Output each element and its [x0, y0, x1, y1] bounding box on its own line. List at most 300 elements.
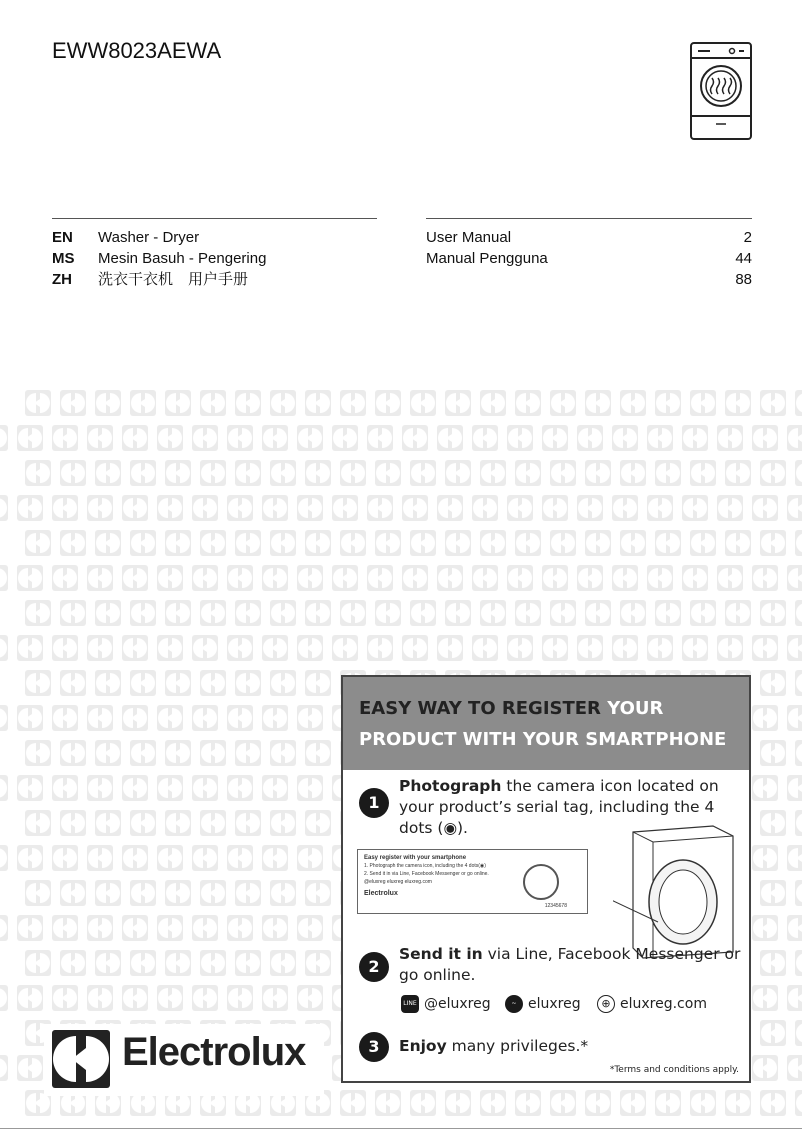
pattern-logo-tile: [655, 390, 681, 416]
pattern-logo-tile: [262, 705, 288, 731]
pattern-logo-tile: [445, 460, 471, 486]
pattern-logo-tile: [402, 565, 428, 591]
pattern-logo-tile: [760, 1090, 786, 1116]
pattern-logo-tile: [690, 600, 716, 626]
lang-code-zh: ZH: [52, 271, 72, 288]
pattern-logo-tile: [332, 565, 358, 591]
pattern-logo-tile: [340, 390, 366, 416]
pattern-logo-tile: [402, 495, 428, 521]
pattern-logo-tile: [52, 845, 78, 871]
pattern-logo-tile: [437, 495, 463, 521]
pattern-logo-tile: [130, 670, 156, 696]
pattern-logo-tile: [612, 565, 638, 591]
pattern-logo-tile: [17, 565, 43, 591]
pattern-logo-tile: [577, 425, 603, 451]
card-serial: 12345678: [544, 903, 567, 909]
pattern-logo-tile: [760, 740, 786, 766]
pattern-logo-tile: [262, 565, 288, 591]
pattern-logo-tile: [122, 565, 148, 591]
page-number-zh: 88: [735, 271, 752, 288]
product-name-en: Washer - Dryer: [98, 229, 200, 246]
pattern-logo-tile: [95, 880, 121, 906]
pattern-logo-tile: [0, 775, 8, 801]
pattern-logo-tile: [585, 530, 611, 556]
pattern-logo-tile: [130, 600, 156, 626]
step-2-bold: Send it in: [399, 945, 483, 963]
pattern-logo-tile: [297, 565, 323, 591]
pattern-logo-tile: [612, 425, 638, 451]
pattern-logo-tile: [480, 1090, 506, 1116]
pattern-logo-tile: [52, 985, 78, 1011]
pattern-logo-tile: [270, 390, 296, 416]
pattern-logo-tile: [752, 705, 778, 731]
pattern-logo-tile: [227, 985, 253, 1011]
globe-icon: ⊕: [597, 995, 615, 1013]
pattern-logo-tile: [787, 425, 802, 451]
pattern-logo-tile: [25, 950, 51, 976]
card-line-2: 2. Send it in via Line, Facebook Messenger or go online.: [364, 871, 489, 877]
pattern-logo-tile: [682, 635, 708, 661]
pattern-logo-tile: [25, 810, 51, 836]
pattern-logo-tile: [227, 705, 253, 731]
pattern-logo-tile: [227, 775, 253, 801]
pattern-logo-tile: [157, 425, 183, 451]
pattern-logo-tile: [157, 985, 183, 1011]
pattern-logo-tile: [760, 530, 786, 556]
pattern-logo-tile: [262, 915, 288, 941]
pattern-logo-tile: [270, 880, 296, 906]
pattern-logo-tile: [550, 530, 576, 556]
pattern-logo-tile: [375, 390, 401, 416]
pattern-logo-tile: [87, 635, 113, 661]
pattern-logo-tile: [87, 845, 113, 871]
pattern-logo-tile: [165, 810, 191, 836]
pattern-logo-tile: [297, 775, 323, 801]
pattern-logo-tile: [445, 1090, 471, 1116]
step-3-bold: Enjoy: [399, 1037, 447, 1055]
pattern-logo-tile: [0, 845, 8, 871]
registration-header: [343, 677, 749, 770]
pattern-logo-tile: [165, 880, 191, 906]
pattern-logo-tile: [297, 705, 323, 731]
pattern-logo-tile: [367, 425, 393, 451]
header-light-text-2: PRODUCT WITH YOUR SMARTPHONE: [359, 729, 727, 750]
lang-code-ms: MS: [52, 250, 75, 267]
pattern-logo-tile: [235, 390, 261, 416]
pattern-logo-tile: [577, 565, 603, 591]
divider-right: [426, 218, 752, 219]
pattern-logo-tile: [410, 390, 436, 416]
pattern-logo-tile: [0, 705, 8, 731]
social-messenger[interactable]: [505, 995, 581, 1013]
pattern-logo-tile: [297, 985, 323, 1011]
pattern-logo-tile: [122, 705, 148, 731]
pattern-logo-tile: [585, 390, 611, 416]
pattern-logo-tile: [262, 845, 288, 871]
bottom-rule: [0, 1128, 802, 1129]
serial-tag-card: [357, 849, 588, 914]
pattern-logo-tile: [192, 635, 218, 661]
pattern-logo-tile: [375, 1090, 401, 1116]
website-link: eluxreg.com: [620, 996, 707, 1012]
pattern-logo-tile: [25, 600, 51, 626]
pattern-logo-tile: [95, 950, 121, 976]
pattern-logo-tile: [760, 1020, 786, 1046]
pattern-logo-tile: [60, 880, 86, 906]
pattern-logo-tile: [690, 460, 716, 486]
pattern-logo-tile: [95, 670, 121, 696]
pattern-logo-tile: [305, 670, 331, 696]
pattern-logo-tile: [550, 1090, 576, 1116]
pattern-logo-tile: [472, 495, 498, 521]
pattern-logo-tile: [507, 495, 533, 521]
step-1-number: 1: [359, 788, 389, 818]
pattern-logo-tile: [612, 635, 638, 661]
pattern-logo-tile: [87, 915, 113, 941]
pattern-logo-tile: [270, 460, 296, 486]
pattern-logo-tile: [270, 530, 296, 556]
pattern-logo-tile: [0, 635, 8, 661]
pattern-logo-tile: [17, 845, 43, 871]
product-name-zh: 洗衣干衣机 用户手册: [98, 271, 249, 288]
pattern-logo-tile: [515, 390, 541, 416]
pattern-logo-tile: [95, 530, 121, 556]
pattern-logo-tile: [200, 530, 226, 556]
pattern-logo-tile: [122, 845, 148, 871]
pattern-logo-tile: [480, 530, 506, 556]
pattern-logo-tile: [542, 565, 568, 591]
social-line[interactable]: [401, 995, 491, 1013]
pattern-logo-tile: [200, 950, 226, 976]
header-light-text-1: YOUR: [607, 698, 664, 719]
pattern-logo-tile: [165, 600, 191, 626]
pattern-logo-tile: [472, 635, 498, 661]
messenger-icon: ~: [505, 995, 523, 1013]
pattern-logo-tile: [655, 600, 681, 626]
pattern-logo-tile: [17, 775, 43, 801]
pattern-logo-tile: [235, 530, 261, 556]
pattern-logo-tile: [410, 600, 436, 626]
card-title: Easy register with your smartphone: [364, 855, 467, 861]
pattern-logo-tile: [192, 915, 218, 941]
pattern-logo-tile: [752, 425, 778, 451]
pattern-logo-tile: [165, 670, 191, 696]
pattern-logo-tile: [95, 600, 121, 626]
pattern-logo-tile: [227, 495, 253, 521]
pattern-logo-tile: [270, 670, 296, 696]
pattern-logo-tile: [472, 565, 498, 591]
pattern-logo-tile: [507, 635, 533, 661]
pattern-logo-tile: [795, 740, 802, 766]
pattern-logo-tile: [480, 600, 506, 626]
pattern-logo-tile: [87, 705, 113, 731]
pattern-logo-tile: [270, 810, 296, 836]
pattern-logo-tile: [620, 460, 646, 486]
pattern-logo-tile: [717, 565, 743, 591]
pattern-logo-tile: [87, 495, 113, 521]
social-website[interactable]: [597, 995, 707, 1013]
pattern-logo-tile: [227, 915, 253, 941]
pattern-logo-tile: [542, 425, 568, 451]
pattern-logo-tile: [60, 810, 86, 836]
pattern-logo-tile: [95, 810, 121, 836]
pattern-logo-tile: [227, 425, 253, 451]
pattern-logo-tile: [192, 845, 218, 871]
pattern-logo-tile: [725, 390, 751, 416]
pattern-logo-tile: [130, 950, 156, 976]
pattern-logo-tile: [122, 775, 148, 801]
pattern-logo-tile: [437, 635, 463, 661]
pattern-logo-tile: [95, 390, 121, 416]
messenger-handle: eluxreg: [528, 996, 581, 1012]
pattern-logo-tile: [165, 390, 191, 416]
pattern-logo-tile: [752, 775, 778, 801]
pattern-logo-tile: [192, 565, 218, 591]
pattern-logo-tile: [550, 600, 576, 626]
pattern-logo-tile: [620, 600, 646, 626]
pattern-logo-tile: [437, 565, 463, 591]
pattern-logo-tile: [235, 740, 261, 766]
pattern-logo-tile: [122, 425, 148, 451]
step-2-text: [399, 944, 744, 986]
manual-name-en[interactable]: User Manual: [426, 229, 512, 246]
pattern-logo-tile: [305, 390, 331, 416]
product-name-ms: Mesin Basuh - Pengering: [98, 250, 267, 267]
pattern-logo-tile: [585, 600, 611, 626]
pattern-logo-tile: [270, 740, 296, 766]
page-number-en: 2: [743, 229, 752, 246]
pattern-logo-tile: [760, 810, 786, 836]
pattern-logo-tile: [192, 425, 218, 451]
pattern-logo-tile: [52, 495, 78, 521]
pattern-logo-tile: [192, 705, 218, 731]
pattern-logo-tile: [620, 390, 646, 416]
pattern-logo-tile: [157, 775, 183, 801]
pattern-logo-tile: [235, 810, 261, 836]
card-social: @eluxreg eluxreg eluxreg.com: [364, 879, 432, 885]
pattern-logo-tile: [542, 495, 568, 521]
washer-dryer-icon: [690, 42, 752, 140]
pattern-logo-tile: [130, 810, 156, 836]
camera-icon: [523, 864, 559, 900]
pattern-logo-tile: [752, 565, 778, 591]
pattern-logo-tile: [305, 600, 331, 626]
pattern-logo-tile: [507, 565, 533, 591]
pattern-logo-tile: [760, 390, 786, 416]
pattern-logo-tile: [760, 880, 786, 906]
pattern-logo-tile: [690, 390, 716, 416]
pattern-logo-tile: [795, 1090, 802, 1116]
pattern-logo-tile: [550, 390, 576, 416]
pattern-logo-tile: [95, 460, 121, 486]
brand-name: Electrolux: [122, 1030, 306, 1074]
pattern-logo-tile: [472, 425, 498, 451]
pattern-logo-tile: [262, 495, 288, 521]
pattern-logo-tile: [17, 705, 43, 731]
pattern-logo-tile: [60, 670, 86, 696]
pattern-logo-tile: [165, 460, 191, 486]
pattern-logo-tile: [787, 845, 802, 871]
card-line-1: 1. Photograph the camera icon, including the 4 dots(◉): [364, 863, 486, 869]
pattern-logo-tile: [297, 495, 323, 521]
pattern-logo-tile: [157, 635, 183, 661]
pattern-logo-tile: [262, 635, 288, 661]
pattern-logo-tile: [297, 915, 323, 941]
pattern-logo-tile: [262, 775, 288, 801]
pattern-logo-tile: [262, 985, 288, 1011]
pattern-logo-tile: [787, 775, 802, 801]
pattern-logo-tile: [480, 460, 506, 486]
pattern-logo-tile: [60, 950, 86, 976]
pattern-logo-tile: [305, 460, 331, 486]
step-3-number: 3: [359, 1032, 389, 1062]
pattern-logo-tile: [787, 635, 802, 661]
pattern-logo-tile: [612, 495, 638, 521]
pattern-logo-tile: [655, 460, 681, 486]
step-3-rest: many privileges.*: [446, 1037, 589, 1055]
pattern-logo-tile: [262, 425, 288, 451]
pattern-logo-tile: [0, 495, 8, 521]
pattern-logo-tile: [795, 460, 802, 486]
pattern-logo-tile: [647, 565, 673, 591]
pattern-logo-tile: [620, 1090, 646, 1116]
pattern-logo-tile: [480, 390, 506, 416]
pattern-logo-tile: [437, 425, 463, 451]
pattern-logo-tile: [305, 950, 331, 976]
pattern-logo-tile: [585, 460, 611, 486]
pattern-logo-tile: [787, 705, 802, 731]
pattern-logo-tile: [130, 390, 156, 416]
pattern-logo-tile: [227, 635, 253, 661]
pattern-logo-tile: [192, 495, 218, 521]
pattern-logo-tile: [402, 425, 428, 451]
pattern-logo-tile: [340, 1090, 366, 1116]
pattern-logo-tile: [0, 985, 8, 1011]
pattern-logo-tile: [682, 565, 708, 591]
pattern-logo-tile: [25, 390, 51, 416]
pattern-logo-tile: [725, 1090, 751, 1116]
pattern-logo-tile: [297, 635, 323, 661]
pattern-logo-tile: [717, 635, 743, 661]
pattern-logo-tile: [647, 635, 673, 661]
pattern-logo-tile: [655, 530, 681, 556]
pattern-logo-tile: [0, 1055, 8, 1081]
pattern-logo-tile: [515, 1090, 541, 1116]
pattern-logo-tile: [787, 985, 802, 1011]
pattern-logo-tile: [157, 705, 183, 731]
pattern-logo-tile: [270, 600, 296, 626]
step-1-bold: Photograph: [399, 777, 502, 795]
pattern-logo-tile: [795, 600, 802, 626]
pattern-logo-tile: [200, 670, 226, 696]
pattern-logo-tile: [157, 495, 183, 521]
pattern-logo-tile: [795, 390, 802, 416]
registration-panel: [341, 675, 751, 1083]
pattern-logo-tile: [795, 670, 802, 696]
pattern-logo-tile: [752, 495, 778, 521]
pattern-logo-tile: [122, 915, 148, 941]
pattern-logo-tile: [52, 915, 78, 941]
pattern-logo-tile: [165, 530, 191, 556]
pattern-logo-tile: [305, 880, 331, 906]
pattern-logo-tile: [0, 915, 8, 941]
pattern-logo-tile: [87, 775, 113, 801]
lang-code-en: EN: [52, 229, 73, 246]
pattern-logo-tile: [52, 705, 78, 731]
pattern-logo-tile: [17, 915, 43, 941]
pattern-logo-tile: [760, 950, 786, 976]
pattern-logo-tile: [305, 530, 331, 556]
pattern-logo-tile: [367, 495, 393, 521]
pattern-logo-tile: [795, 950, 802, 976]
pattern-logo-tile: [17, 985, 43, 1011]
pattern-logo-tile: [17, 635, 43, 661]
pattern-logo-tile: [52, 565, 78, 591]
pattern-logo-tile: [235, 670, 261, 696]
pattern-logo-tile: [130, 530, 156, 556]
pattern-logo-tile: [717, 495, 743, 521]
pattern-logo-tile: [122, 495, 148, 521]
pattern-logo-tile: [332, 495, 358, 521]
line-icon: LINE: [401, 995, 419, 1013]
pattern-logo-tile: [787, 1055, 802, 1081]
pattern-logo-tile: [795, 530, 802, 556]
pattern-logo-tile: [60, 600, 86, 626]
pattern-logo-tile: [305, 810, 331, 836]
divider-left: [52, 218, 377, 219]
pattern-logo-tile: [515, 460, 541, 486]
page-number-ms: 44: [735, 250, 752, 267]
pattern-logo-tile: [375, 460, 401, 486]
pattern-logo-tile: [130, 460, 156, 486]
pattern-logo-tile: [235, 460, 261, 486]
pattern-logo-tile: [235, 600, 261, 626]
step-2-rest: via Line, Facebook Messenger or go online.: [399, 945, 741, 984]
pattern-logo-tile: [445, 390, 471, 416]
pattern-logo-tile: [647, 425, 673, 451]
pattern-logo-tile: [787, 565, 802, 591]
pattern-logo-tile: [227, 845, 253, 871]
pattern-logo-tile: [507, 425, 533, 451]
pattern-logo-tile: [17, 1055, 43, 1081]
pattern-logo-tile: [235, 880, 261, 906]
step-1-rest: the camera icon located on your product’s serial tag, including the 4 dots (◉).: [399, 777, 719, 837]
pattern-logo-tile: [550, 460, 576, 486]
pattern-logo-tile: [332, 635, 358, 661]
pattern-logo-tile: [542, 635, 568, 661]
pattern-logo-tile: [752, 635, 778, 661]
pattern-logo-tile: [200, 600, 226, 626]
pattern-logo-tile: [87, 425, 113, 451]
pattern-logo-tile: [200, 880, 226, 906]
pattern-logo-tile: [682, 425, 708, 451]
pattern-logo-tile: [157, 915, 183, 941]
pattern-logo-tile: [402, 635, 428, 661]
pattern-logo-tile: [725, 530, 751, 556]
pattern-logo-tile: [130, 740, 156, 766]
pattern-logo-tile: [752, 1055, 778, 1081]
pattern-logo-tile: [752, 985, 778, 1011]
pattern-logo-tile: [620, 530, 646, 556]
pattern-logo-tile: [410, 1090, 436, 1116]
manual-name-ms[interactable]: Manual Pengguna: [426, 250, 548, 267]
pattern-logo-tile: [60, 460, 86, 486]
pattern-logo-tile: [717, 425, 743, 451]
pattern-logo-tile: [165, 950, 191, 976]
pattern-logo-tile: [52, 775, 78, 801]
pattern-logo-tile: [760, 600, 786, 626]
pattern-logo-tile: [752, 845, 778, 871]
